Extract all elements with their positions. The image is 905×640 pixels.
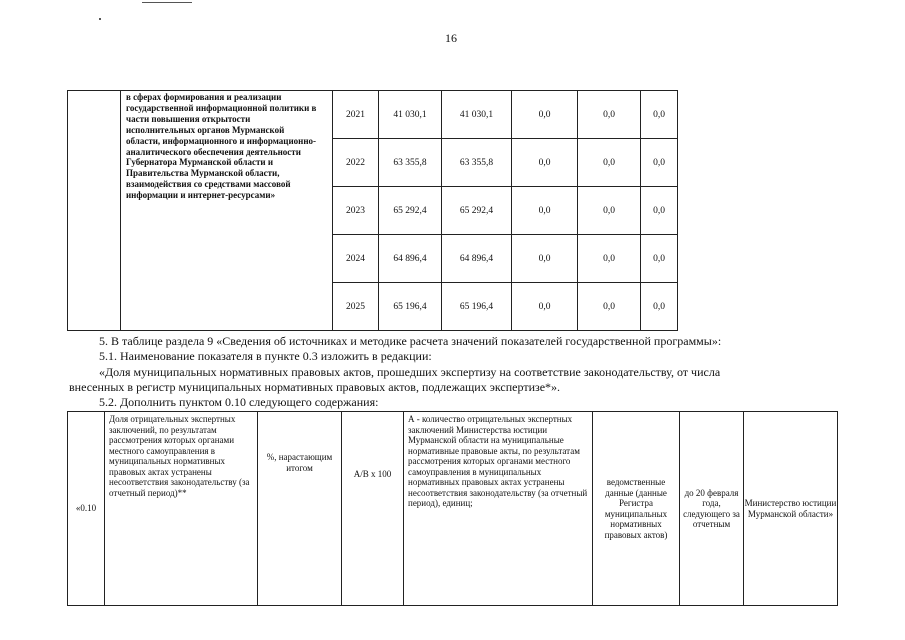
regional-cell: 63 355,8 [442,139,512,187]
regional-cell: 65 196,4 [442,283,512,331]
indicator-source: ведомственные данные (данные Регистра муниципальных нормативных правовых актов) [593,412,680,606]
header-rule [142,2,192,3]
regional-cell: 64 896,4 [442,235,512,283]
paragraph-5-1: 5.1. Наименование показателя в пункте 0.3 изложить в редакции: [99,349,432,363]
year-cell: 2024 [333,235,379,283]
value-cell: 0,0 [578,187,641,235]
value-cell: 0,0 [578,91,641,139]
funding-table [67,90,842,331]
value-cell: 0,0 [578,235,641,283]
year-cell: 2025 [333,283,379,331]
indicator-deadline: до 20 февраля года, следующего за отчетным [680,412,744,606]
empty-cell [678,91,842,331]
total-cell: 65 292,4 [379,187,442,235]
table-row [68,91,842,139]
value-cell: 0,0 [641,283,678,331]
indicator-responsible: Министерство юстиции Мурманской области» [744,412,838,606]
indicator-name: Доля отрицательных экспертных заключений, по результатам рассмотрения которых органами местного самоуправления в муниципальных нормативных правовых актах устранены несоответствия законодательству (за отчетный период)** [105,412,258,606]
scan-mark [99,18,101,20]
paragraph-5: 5. В таблице раздела 9 «Сведения об источниках и методике расчета значений показателей государственной программы»: [99,334,722,348]
empty-cell [68,91,121,331]
year-cell: 2021 [333,91,379,139]
indicator-definition: А - количество отрицательных экспертных заключений Министерства юстиции Мурманской области на муниципальные нормативные правовые акты, по результатам рассмотрения которых органами местного самоуправления в муниципальных нормативных правовых актах устранены несоответствия законодательству (за отчетный период), единиц; [404,412,593,606]
value-cell: 0,0 [512,235,578,283]
indicator-number: «0.10 [68,412,105,606]
value-cell: 0,0 [512,283,578,331]
regional-cell: 41 030,1 [442,91,512,139]
total-cell: 63 355,8 [379,139,442,187]
indicator-table [67,411,838,606]
value-cell: 0,0 [641,91,678,139]
value-cell: 0,0 [641,235,678,283]
indicator-formula: A/B x 100 [342,412,404,606]
year-cell: 2022 [333,139,379,187]
value-cell: 0,0 [641,139,678,187]
regional-cell: 65 292,4 [442,187,512,235]
value-cell: 0,0 [512,187,578,235]
total-cell: 65 196,4 [379,283,442,331]
value-cell: 0,0 [641,187,678,235]
measure-description: в сферах формирования и реализации государственной информационной политики в части повышения открытости исполнительных органов Мурманской области, информационного и информационно-аналитического обеспечения деятельности Губернатора Мурманской области и Правительства Мурманской области, взаимодействия со средствами массовой информации и интернет-ресурсами» [121,91,319,331]
indicator-unit: %, нарастающим итогом [258,412,342,606]
paragraph-5-2: 5.2. Дополнить пунктом 0.10 следующего содержания: [99,395,379,409]
value-cell: 0,0 [512,91,578,139]
table-row [68,412,838,606]
value-cell: 0,0 [578,139,641,187]
spacer-cell [319,91,333,331]
page-number: 16 [445,31,457,45]
paragraph-5-1-quote-line-1: «Доля муниципальных нормативных правовых актов, прошедших экспертизу на соответствие законодательству, от числа [99,365,721,379]
paragraph-5-1-quote-line-2: внесенных в регистр муниципальных нормативных правовых актов, подлежащих экспертизе*». [69,380,561,394]
total-cell: 41 030,1 [379,91,442,139]
value-cell: 0,0 [578,283,641,331]
value-cell: 0,0 [512,139,578,187]
year-cell: 2023 [333,187,379,235]
total-cell: 64 896,4 [379,235,442,283]
